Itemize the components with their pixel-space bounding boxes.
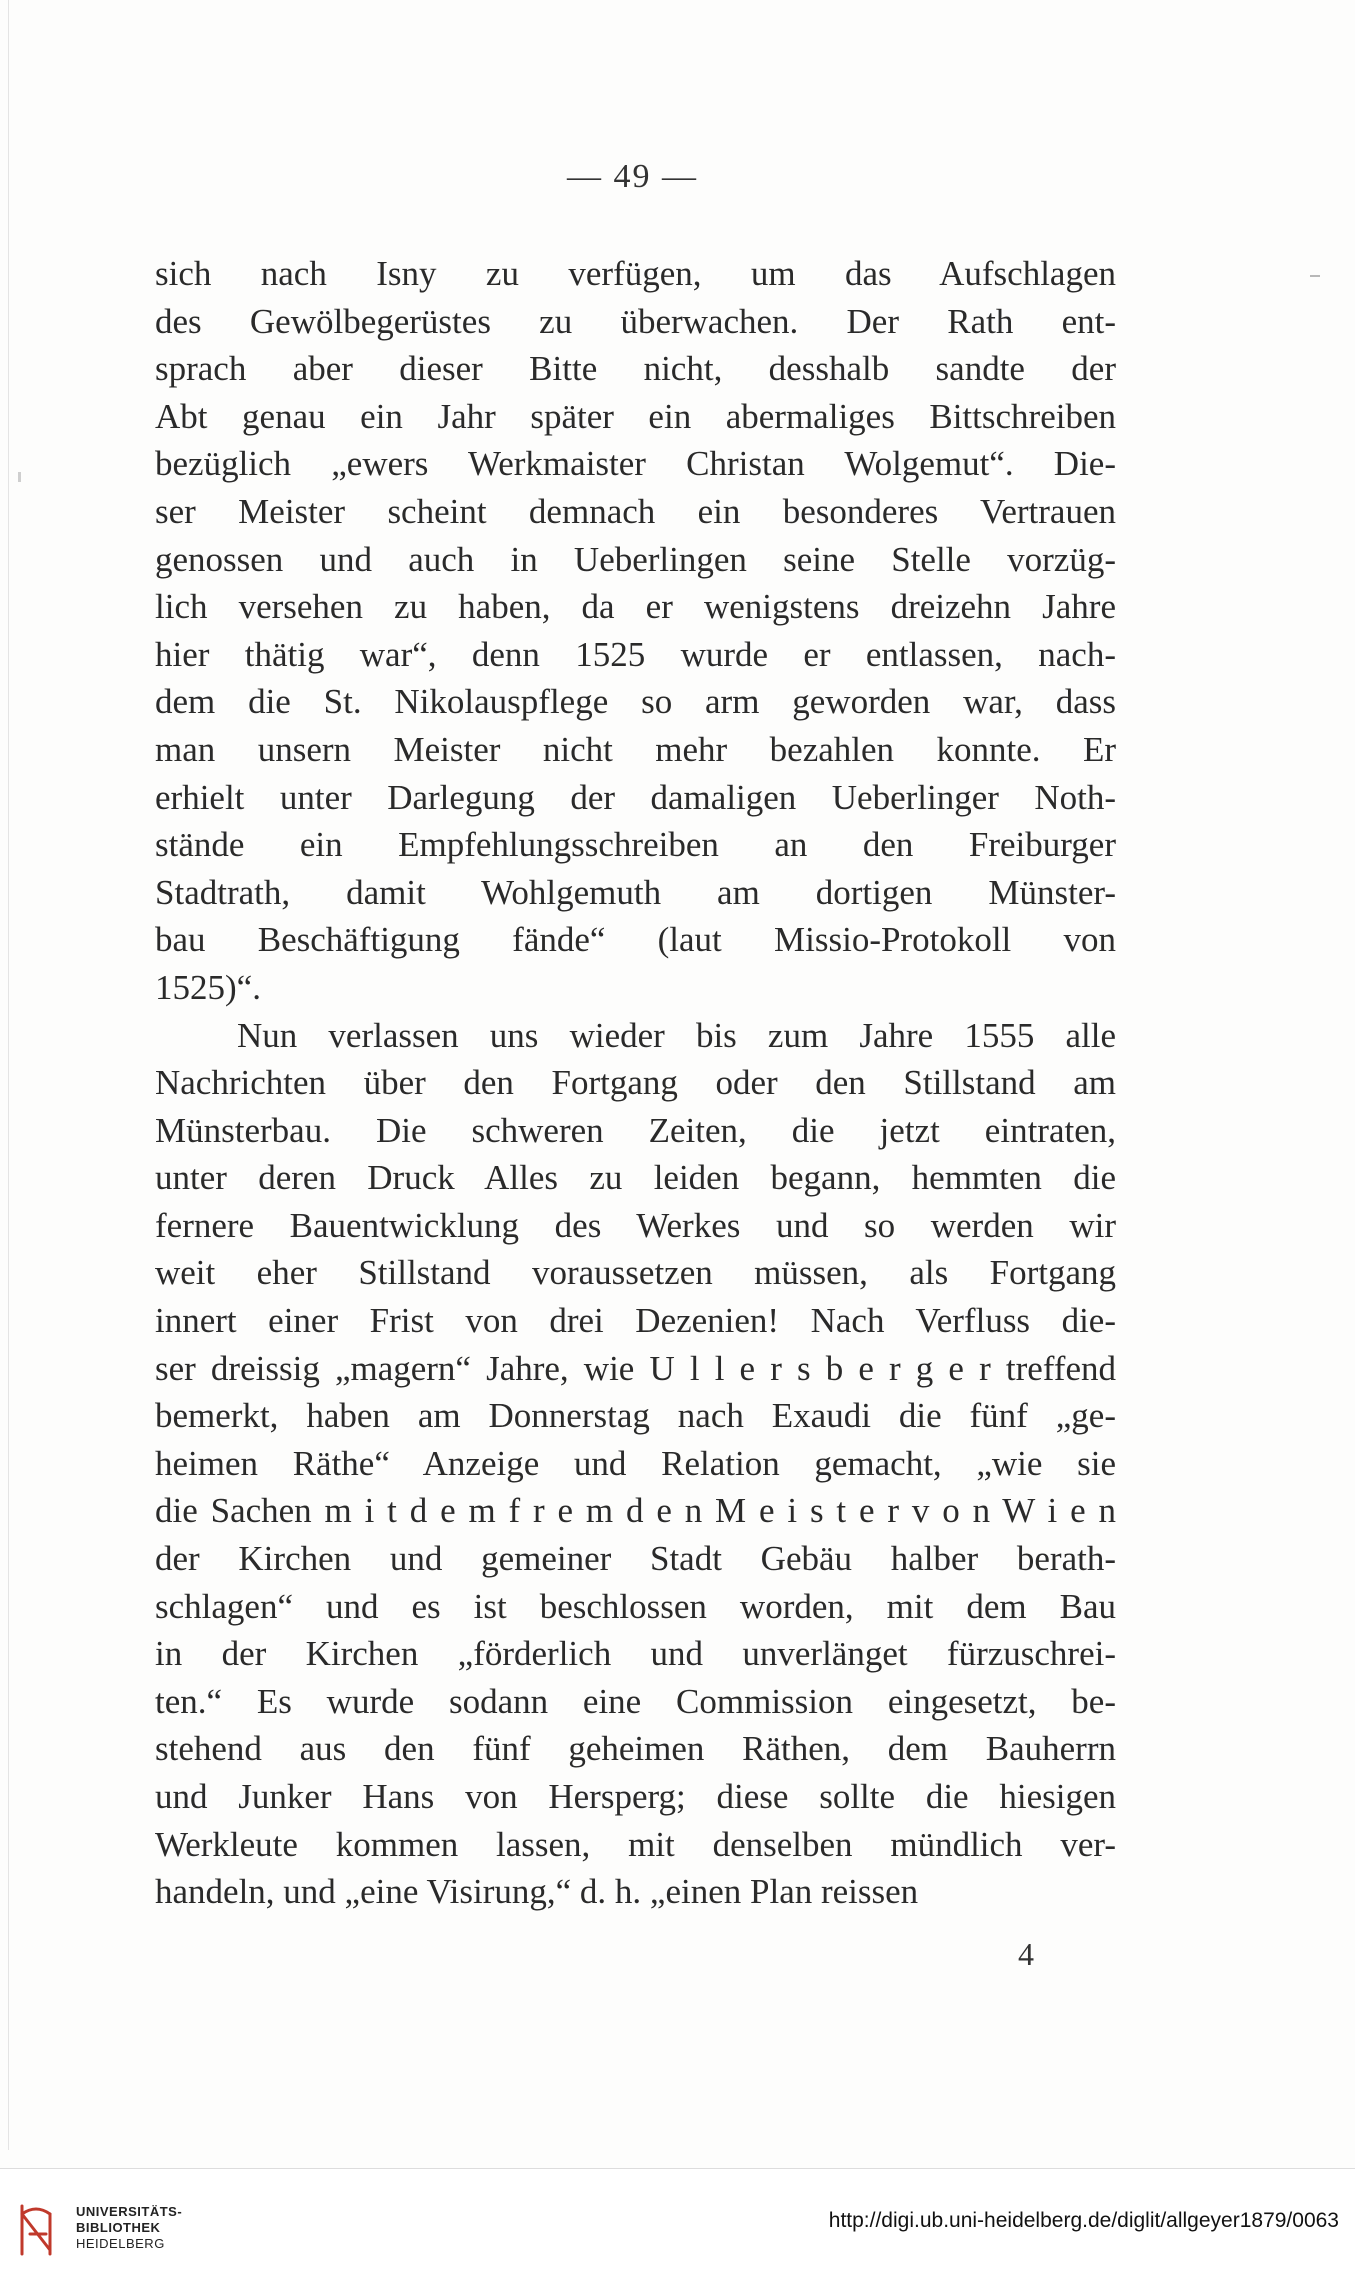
library-logo-icon — [16, 2200, 56, 2260]
text-line: lich versehen zu haben, da er wenigstens dreizehn Jahre — [155, 587, 1116, 627]
margin-mark-right — [1310, 275, 1320, 277]
text-line: dem die St. Nikolauspflege so arm geworden war, dass — [155, 682, 1116, 722]
text-line: bau Beschäftigung fände“ (laut Missio-Protokoll von — [155, 920, 1116, 960]
page-edge-shadow — [8, 0, 9, 2150]
text-line: 1525)“. — [155, 967, 261, 1007]
text-line: der Kirchen und gemeiner Stadt Gebäu halber berath- — [155, 1539, 1116, 1579]
page-number: — 49 — — [567, 158, 698, 195]
text-line: schlagen“ und es ist beschlossen worden, mit dem Bau — [155, 1586, 1116, 1626]
text-line: innert einer Frist von drei Dezenien! Nach Verfluss die- — [155, 1301, 1116, 1341]
library-logo-text — [76, 2204, 182, 2252]
text-line: hier thätig war“, denn 1525 wurde er entlassen, nach- — [155, 634, 1116, 674]
logo-line-3: HEIDELBERG — [76, 2236, 165, 2251]
text-line: Münsterbau. Die schweren Zeiten, die jetzt eintraten, — [155, 1110, 1116, 1150]
text-line: Nachrichten über den Fortgang oder den Stillstand am — [155, 1063, 1116, 1103]
text-line: ten.“ Es wurde sodann eine Commission eingesetzt, be- — [155, 1681, 1116, 1721]
text-line: weit eher Stillstand voraussetzen müssen, als Fortgang — [155, 1253, 1116, 1293]
text-line: handeln, und „eine Visirung,“ d. h. „einen Plan reissen — [155, 1872, 919, 1912]
text-line: unter deren Druck Alles zu leiden begann, hemmten die — [155, 1158, 1116, 1198]
text-line: und Junker Hans von Hersperg; diese sollte die hiesigen — [155, 1777, 1116, 1816]
text-line: ser Meister scheint demnach ein besonderes Vertrauen — [155, 491, 1116, 531]
signature-mark: 4 — [1018, 1936, 1034, 1972]
text-line: heimen Räthe“ Anzeige und Relation gemacht, „wie sie — [155, 1443, 1116, 1483]
text-line: des Gewölbegerüstes zu überwachen. Der Rath ent- — [155, 301, 1116, 341]
footer-divider — [0, 2168, 1355, 2169]
text-line: bemerkt, haben am Donnerstag nach Exaudi die fünf „ge- — [155, 1396, 1116, 1436]
text-line: fernere Bauentwicklung des Werkes und so werden wir — [155, 1205, 1116, 1245]
text-line: stehend aus den fünf geheimen Räthen, dem Bauherrn — [155, 1729, 1116, 1769]
margin-mark-left — [18, 472, 21, 482]
logo-line-1: UNIVERSITÄTS- — [76, 2204, 183, 2219]
logo-line-2: BIBLIOTHEK — [76, 2220, 161, 2235]
text-line: sich nach Isny zu verfügen, um das Aufschlagen — [155, 254, 1116, 293]
text-line: in der Kirchen „förderlich und unverlänget fürzuschrei- — [155, 1634, 1116, 1674]
text-line: Werkleute kommen lassen, mit denselben mündlich ver- — [155, 1824, 1116, 1864]
text-line: sprach aber dieser Bitte nicht, desshalb sandte der — [155, 349, 1116, 389]
text-line: Nun verlassen uns wieder bis zum Jahre 1555 alle — [237, 1015, 1116, 1055]
body-text — [155, 250, 1116, 1916]
text-line: Stadtrath, damit Wohlgemuth am dortigen Münster- — [155, 872, 1116, 912]
text-line: die Sachen m i t d e m f r e m d e n M e i s t e r v o n W i e n — [155, 1491, 1116, 1531]
text-line: Abt genau ein Jahr später ein abermaliges Bittschreiben — [155, 396, 1116, 436]
text-line: erhielt unter Darlegung der damaligen Ueberlinger Noth- — [155, 777, 1116, 817]
text-line: stände ein Empfehlungsschreiben an den Freiburger — [155, 825, 1116, 865]
text-line: bezüglich „ewers Werkmaister Christan Wolgemut“. Die- — [155, 444, 1116, 484]
text-line: man unsern Meister nicht mehr bezahlen konnte. Er — [155, 729, 1116, 769]
source-url-link[interactable]: http://digi.ub.uni-heidelberg.de/diglit/allgeyer1879/0063 — [828, 2209, 1339, 2232]
text-line: genossen und auch in Ueberlingen seine Stelle vorzüg- — [155, 539, 1116, 579]
text-line: ser dreissig „magern“ Jahre, wie U l l e r s b e r g e r treffend — [155, 1348, 1116, 1388]
